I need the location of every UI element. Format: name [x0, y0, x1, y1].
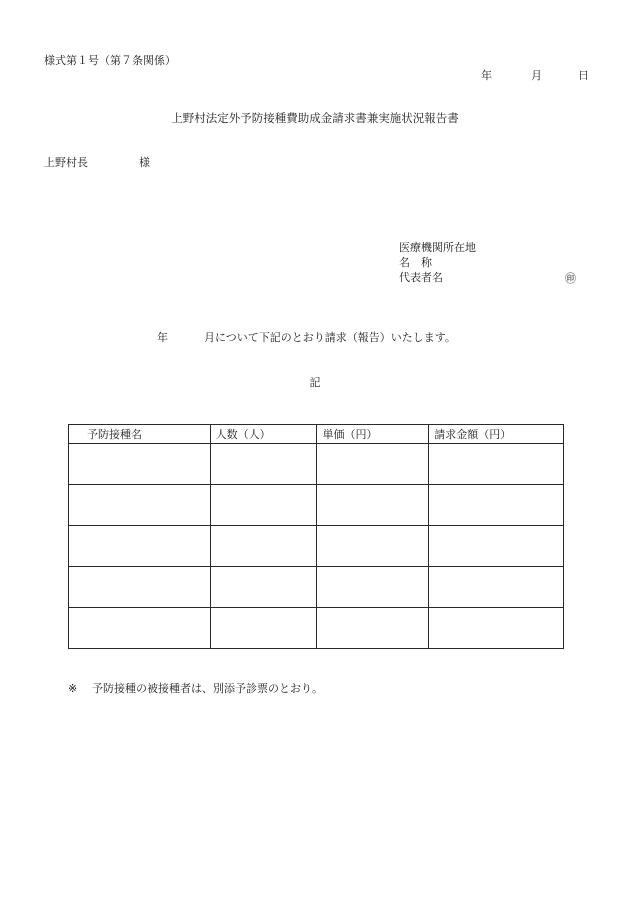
table-cell[interactable]: [210, 567, 317, 608]
footnote: [68, 680, 323, 696]
table-row: [69, 567, 564, 608]
sender-representative-label: 代表者名: [399, 271, 443, 284]
header-claim-amount: 請求金額（円）: [429, 425, 564, 444]
header-vaccination-name: 予防接種名: [69, 425, 211, 444]
table-row: [69, 526, 564, 567]
header-unit-price: 単価（円）: [317, 425, 429, 444]
date-day-label: 日: [578, 69, 589, 82]
table-cell[interactable]: [69, 608, 211, 649]
table-cell[interactable]: [210, 485, 317, 526]
table-cell[interactable]: [317, 444, 429, 485]
header-people-count: 人数（人）: [210, 425, 317, 444]
footnote-mark: ※: [68, 682, 78, 695]
table-row: [69, 608, 564, 649]
table-cell[interactable]: [69, 526, 211, 567]
document-title: 上野村法定外予防接種費助成金請求書兼実施状況報告書: [171, 111, 459, 125]
sender-name-label: 名 称: [399, 256, 432, 269]
table-cell[interactable]: [210, 444, 317, 485]
table-cell[interactable]: [429, 567, 564, 608]
table-cell[interactable]: [210, 526, 317, 567]
table-cell[interactable]: [429, 608, 564, 649]
sender-address-label: 医療機関所在地: [399, 241, 476, 254]
date-month-label: 月: [531, 69, 542, 82]
table-cell[interactable]: [69, 485, 211, 526]
sender-block: [399, 240, 476, 285]
addressee-name: 上野村長: [44, 156, 88, 169]
ki-heading: 記: [309, 376, 321, 389]
table-cell[interactable]: [69, 444, 211, 485]
table-cell[interactable]: [317, 485, 429, 526]
table-header-row: [69, 425, 564, 444]
table-cell[interactable]: [429, 444, 564, 485]
table-row: [69, 485, 564, 526]
table-cell[interactable]: [317, 526, 429, 567]
table-cell[interactable]: [69, 567, 211, 608]
table-cell[interactable]: [317, 608, 429, 649]
request-year-label: 年: [157, 331, 168, 344]
table-cell[interactable]: [429, 526, 564, 567]
seal-mark: ㊞: [565, 272, 576, 285]
request-statement: 月について下記のとおり請求（報告）いたします。: [204, 331, 456, 344]
date-year-label: 年: [481, 69, 492, 82]
footnote-text: 予防接種の被接種者は、別添予診票のとおり。: [92, 682, 323, 695]
table-row: [69, 444, 564, 485]
table-cell[interactable]: [429, 485, 564, 526]
form-number: 様式第１号（第７条関係）: [44, 54, 176, 67]
table-cell[interactable]: [317, 567, 429, 608]
claim-table: [68, 424, 564, 649]
table-cell[interactable]: [210, 608, 317, 649]
addressee-honorific: 様: [139, 156, 150, 169]
